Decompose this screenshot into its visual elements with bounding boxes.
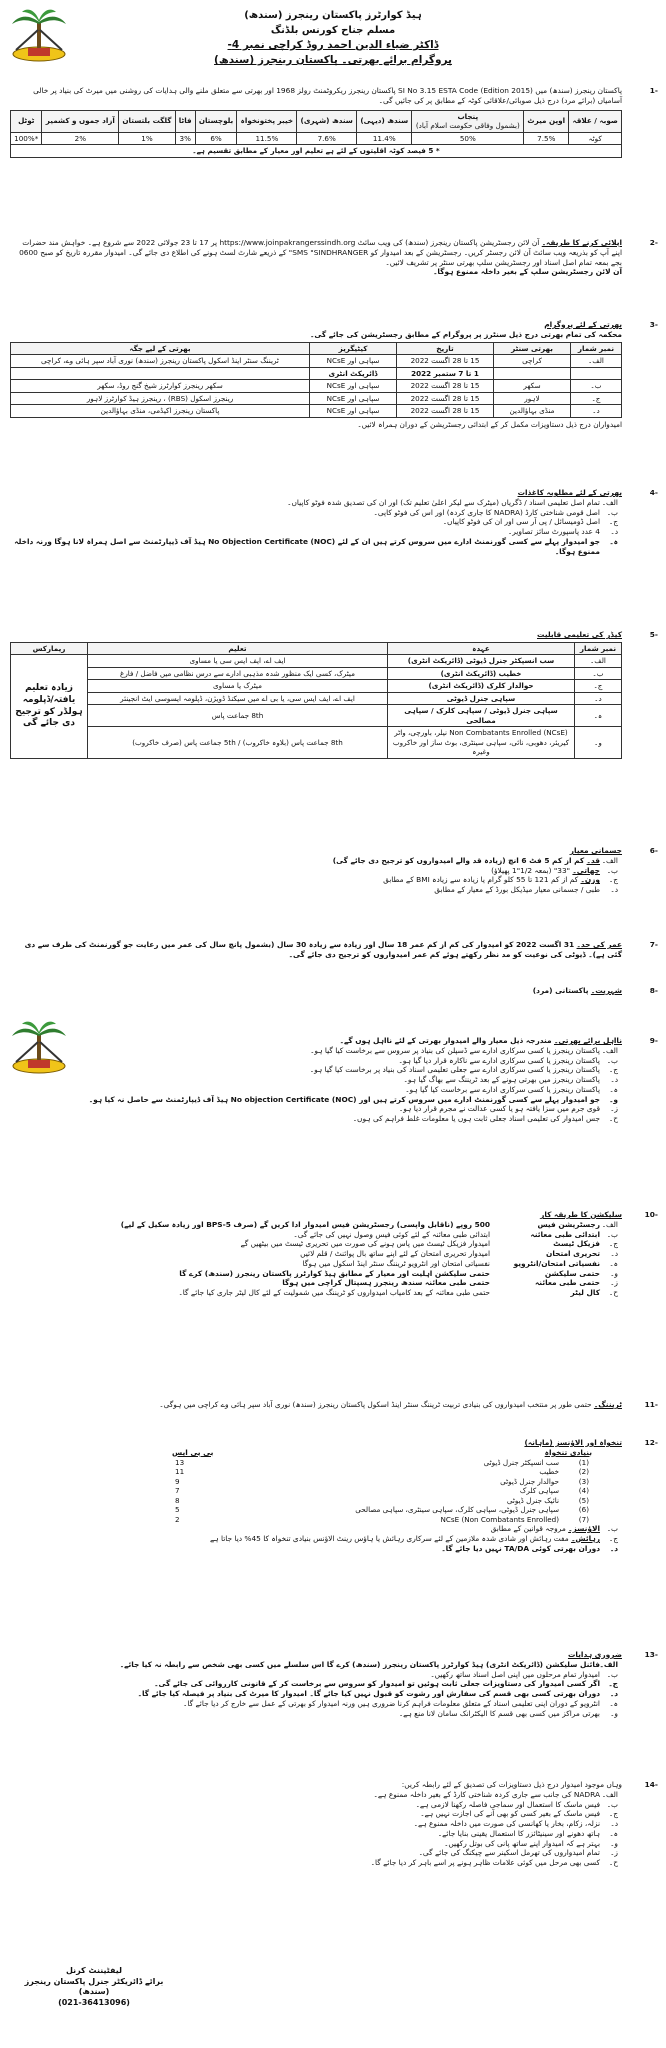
section-6 <box>10 846 656 895</box>
section-8 <box>10 986 656 996</box>
list-item: د۔ دوران بھرتی کوئی TA/DA نہیں دیا جائے گا۔ <box>441 1543 618 1553</box>
cell: ج۔ <box>571 392 622 405</box>
section-2-note: آن لائن رجسٹریشن سلپ کے بغیر داخلہ ممنوع ہوگا۔ <box>433 267 622 277</box>
col-date: تاریخ <box>397 342 494 355</box>
col-punjab-note: (بشمول وفاقی حکومت اسلام آباد) <box>415 121 520 131</box>
section-10-title: سلیکشن کا طریقہ کار <box>540 1210 622 1219</box>
section-2-title: اپلائی کرنے کا طریقہ۔ <box>541 238 622 247</box>
cell: الف۔ <box>575 655 622 668</box>
remarks-cell: زیادہ تعلیم یافتہ/ڈپلومہ ہولڈر کو ترجیح دی جائے گی <box>11 655 88 759</box>
section-11-text: حتمی طور پر منتخب امیدواروں کی بنیادی تربیت ٹریننگ سنٹر اینڈ اسکول پاکستان رینجرز (سندھ) نوری آباد سپر ہائی وے کراچی میں ہوگی۔ <box>159 1400 592 1409</box>
cell: سپاہی جنرل ڈیوٹی <box>388 692 575 705</box>
list-item: و۔ بہتر ہے کہ امیدوار اپنے ساتھ پانی کی بوتل رکھیں۔ <box>444 1838 618 1848</box>
cell: کوٹہ <box>569 132 622 145</box>
header-line-3: ڈاکٹر ضیاء الدین احمد روڈ کراچی نمبر 4- <box>227 39 439 51</box>
cell: 15 تا 28 اگست 2022 <box>397 355 494 368</box>
document-header <box>150 8 516 68</box>
col-post: عہدہ <box>388 642 575 655</box>
list-item: ہ۔ جو امیدوار پہلے سے کسی گورنمنٹ ادارے میں سروس کرتے ہیں ان کے لئے No Objection Certificate (NOC) ہیڈ آف ڈیپارٹمنٹ سے اصل ہمراہ لانا ہوگا ورنہ داخلہ ممنوع ہوگا۔ <box>14 536 618 556</box>
section-number: -13 <box>644 1650 658 1659</box>
table-row <box>11 727 622 759</box>
quota-table <box>10 110 622 158</box>
cell: ہ۔ <box>575 705 622 727</box>
col-fata: فاٹا <box>175 110 195 132</box>
section-3-note: امیدواران درج ذیل دستاویزات مکمل کر کے ابتدائی رجسٹریشن کے دوران ہمراہ لائیں۔ <box>357 419 622 429</box>
table-header-row <box>11 642 622 655</box>
list-item: ب۔ چھاتی۔ "33" (بمعہ 1/2"1 پھیلاؤ) <box>491 865 618 875</box>
table-footnote-row <box>11 145 622 158</box>
col-province: صوبہ / علاقہ <box>569 110 622 132</box>
list-item: ب۔ الاؤنسز۔ مروجہ قوانین کے مطابق <box>490 1524 618 1534</box>
cell: 15 تا 28 اگست 2022 <box>397 392 494 405</box>
section-number: -10 <box>644 1210 658 1219</box>
list-item: الف۔ قد۔ کم از کم 5 فٹ 6 انچ (زیادہ قد والے امیدواروں کو ترجیح دی جائے گی) <box>332 855 618 865</box>
section-number: -3 <box>649 320 658 329</box>
section-4 <box>10 488 656 556</box>
recruitment-centres-table <box>10 342 622 418</box>
cell <box>11 367 310 380</box>
cell: میٹرک یا مساوی <box>88 680 388 693</box>
list-item: ز۔ تمام امیدواروں کی تھرمل اسکینر سے چیکنگ کی جائے گی۔ <box>418 1848 618 1858</box>
table-row <box>11 655 622 668</box>
signature-rank: لیفٹیننٹ کرنل <box>65 1966 123 1975</box>
list-item: د۔ تحریری امتحانامیدوار تحریری امتحان کے لئے اپنے ساتھ بال پوائنٹ / قلم لائیں <box>300 1249 618 1259</box>
cell: 2% <box>42 132 119 145</box>
rangers-emblem-top <box>8 6 70 64</box>
section-number: -12 <box>644 1438 658 1447</box>
section-9-intro: مندرجہ ذیل معیار والے امیدوار بھرتی کے لئے نااہل ہوں گے۔ <box>339 1036 552 1045</box>
section-3-title: بھرتی کے لئے پروگرام <box>544 320 622 329</box>
col-education: تعلیم <box>88 642 388 655</box>
col-kpk: خیبر پختونخواہ <box>237 110 297 132</box>
section-3 <box>10 320 656 429</box>
cell: حوالدار کلرک (ڈائریکٹ انٹری) <box>388 680 575 693</box>
cell: ڈائریکٹ انٹری <box>310 367 397 380</box>
list-item: د۔ دوران بھرتی کسی بھی قسم کی سفارش اور رشوت کو قبول نہیں کیا جائے گا۔ امیدوار کا میرٹ کی بنیاد پر فیصلہ کیا جائے گا۔ <box>137 1689 618 1699</box>
cell: لاہور <box>494 392 571 405</box>
table-row <box>11 705 622 727</box>
section-2-text: آن لائن رجسٹریشن پاکستان رینجرز (سندھ) کی ویب سائٹ https://www.joinpakrangerssindh.org پر 17 تا 23 جولائی 2022 سے شروع ہے۔ خواہش مند حضرات اپنے آپ کو بذریعہ ویب سائٹ آن لائن رجسٹر کریں۔ رجسٹریشن کے بعد امیدوار کو SMS "SINDHRANGER" کے ذریعے شارٹ لسٹ ہونے کی اطلاع دی جائے گی۔ امیدوار مقررہ تاریخ کو صبح 0600 بجے بمعہ تمام اصل اسناد اور رجسٹریشن سلپ بھرتی سنٹر پر تشریف لائیں۔ <box>19 238 622 267</box>
cell: 50% <box>412 132 524 145</box>
section-1 <box>10 86 656 158</box>
table-row <box>11 692 622 705</box>
cell: خطیب (ڈائریکٹ انٹری) <box>388 667 575 680</box>
section-number: -5 <box>649 630 658 639</box>
cell: ب۔ <box>571 380 622 393</box>
section-14 <box>10 1780 656 1868</box>
list-item: ب۔ امیدوار تمام مرحلوں میں اپنی اصل اسناد ساتھ رکھیں۔ <box>430 1669 618 1679</box>
cell: سب انسپکٹر جنرل ڈیوٹی (ڈائریکٹ انٹری) <box>388 655 575 668</box>
cell: سپاہی اور NCsE <box>310 380 397 393</box>
cell: 6% <box>195 132 237 145</box>
section-number: -14 <box>644 1780 658 1789</box>
list-item: ز۔ حتمی طبی معائنہحتمی طبی معائنہ سندھ رینجرز ہسپتال کراچی میں ہوگا <box>282 1278 618 1288</box>
list-item: ہ۔ نفسیاتی امتحان/انٹرویونفسیاتی امتحان اور انٹرویو ٹریننگ سنٹر اینڈ اسکول میں ہوگا <box>302 1258 618 1268</box>
table-row <box>11 667 622 680</box>
cell: ایف اے، ایف ایس سی یا مساوی <box>88 655 388 668</box>
col-serial: نمبر شمار <box>575 642 622 655</box>
pay-col-basic: بنیادی تنخواہ <box>544 1447 592 1457</box>
table-header-row <box>11 342 622 355</box>
cell: Non Combatants Enrolled (NCsE) نیلر، باورچی، واٹر کیریئر، دھوبی، نائی، سپاہی سینٹری، بوٹ ساز اور خاکروب وغیرہ <box>388 727 575 759</box>
col-sindh-rural: سندھ (دیہی) <box>357 110 412 132</box>
section-1-text: پاکستان رینجرز (سندھ) میں SI No 3.15 ESTA Code (Edition 2015) پاکستان رینجرز ریکروٹمنٹ رولز 1968 اور بھرتی سے متعلق ملنے والی ہدایات کی روشنی میں میرٹ کی بنیاد پر خالی آسامیاں (برائے مرد) درج ذیل صوبائی/علاقائی کوٹہ کے مطابق پر کی جائیں گی۔ <box>33 86 622 105</box>
cell: سپاہی جنرل ڈیوٹی / سپاہی کلرک / سپاہی مصالحی <box>388 705 575 727</box>
section-11-title: ٹریننگ۔ <box>593 1400 622 1409</box>
cell: سکھر <box>494 380 571 393</box>
signature-block <box>14 1966 174 2008</box>
list-item: الف۔ فائنل سلیکشن (ڈائریکٹ انٹری) ہیڈ کوارٹرز پاکستان رینجرز (سندھ) کرے گا اس سلسلے میں کسی بھی شخص سے رابطہ نہ کیا جائے۔ <box>119 1659 618 1669</box>
cell: 3% <box>175 132 195 145</box>
table-row <box>11 680 622 693</box>
col-punjab: پنجاب (بشمول وفاقی حکومت اسلام آباد) <box>412 110 524 132</box>
list-item: و۔ جو امیدوار پہلے سے کسی گورنمنٹ ادارے میں سروس کرتے ہیں اور No objection Certificate (NOC) ہیڈ آف ڈیپارٹمنٹ سے حاصل نہ کیا ہو۔ <box>88 1094 618 1104</box>
signature-for: برائے ڈائریکٹر جنرل پاکستان رینجرز (سندھ) <box>24 1976 164 1997</box>
cell: 1 تا 7 ستمبر 2022 <box>397 367 494 380</box>
section-number: -4 <box>649 488 658 497</box>
section-7 <box>10 940 656 960</box>
table-row <box>11 132 622 145</box>
section-5-title: کیڈر کی تعلیمی قابلیت <box>537 630 622 639</box>
table-header-row <box>11 110 622 132</box>
cell: سکھر رینجرز کوارٹرز شیخ گنج روڈ، سکھر <box>11 380 310 393</box>
col-category: کیٹیگریز <box>310 342 397 355</box>
table-row: (7) (Non Combatants Enrolled) NCsE 2 <box>175 1514 589 1524</box>
quota-footnote: * 5 فیصد کوٹہ اقلیتوں کے لئے ہے تعلیم اور معیار کے مطابق تقسیم ہے۔ <box>11 145 622 158</box>
section-12 <box>10 1438 656 1553</box>
list-item: ج۔ وزن۔ کم از کم 121 تا 55 کلو گرام یا زیادہ سے زیادہ BMI کے مطابق <box>383 875 618 885</box>
section-number: -9 <box>649 1036 658 1045</box>
table-row <box>11 380 622 393</box>
list-item: د۔ 4 عدد پاسپورٹ سائز تصاویر۔ <box>507 527 618 537</box>
col-remarks: ریمارکس <box>11 642 88 655</box>
section-12-title: تنخواہ اور الاؤنسز (ماہانہ) <box>524 1438 622 1447</box>
cell <box>494 367 571 380</box>
cell: ب۔ <box>575 667 622 680</box>
list-item: د۔ نزلہ، زکام، بخار یا کھانسی کی صورت میں داخلہ ممنوع ہے۔ <box>413 1819 618 1829</box>
cell <box>571 367 622 380</box>
table-row: (3) حوالدار جنرل ڈیوٹی 9 <box>175 1476 589 1486</box>
header-line-4: پروگرام برائے بھرتی۔ پاکستان رینجرز (سندھ) <box>214 54 452 66</box>
section-7-title: عمر کی حد۔ <box>576 940 622 949</box>
section-8-text: پاکستانی (مرد) <box>532 986 589 995</box>
list-item: ہ۔ ہاتھ دھونے اور سینیٹائزر کا استعمال یقینی بنایا جائے۔ <box>437 1828 618 1838</box>
section-2 <box>10 238 656 277</box>
cell: د۔ <box>571 405 622 418</box>
section-9-title: نااہل برائے بھرتی۔ <box>553 1036 622 1045</box>
list-item: ج۔ فیس ماسک کے بغیر کسی کو بھی آنے کی اجازت نہیں ہے۔ <box>420 1809 618 1819</box>
list-item: الف۔ NADRA کی جانب سے جاری کردہ شناختی کارڈ کے بغیر داخلہ ممنوع ہے۔ <box>373 1789 618 1799</box>
cell: پاکستان رینجرز اکیڈمی، منڈی بہاؤالدین <box>11 405 310 418</box>
cell: د۔ <box>575 692 622 705</box>
cell: 15 تا 28 اگست 2022 <box>397 405 494 418</box>
cell: سپاہی اور NCsE <box>310 392 397 405</box>
cell: 15 تا 28 اگست 2022 <box>397 380 494 393</box>
col-venue: بھرتی کے لیے جگہ <box>11 342 310 355</box>
table-row <box>11 405 622 418</box>
cell: و۔ <box>575 727 622 759</box>
col-total: ٹوٹل <box>11 110 42 132</box>
pay-header <box>172 1448 592 1458</box>
col-ajk: آزاد جموں و کشمیر <box>42 110 119 132</box>
list-item: ج۔ اگر کسی امیدوار کی دستاویزات جعلی ثابت ہوئیں تو امیدوار کو سروس سے برخاست کر کے قانونی کارروائی کی جائے گی۔ <box>154 1679 618 1689</box>
cell: 8th جماعت پاس <box>88 705 388 727</box>
list-item: ب۔ اصل قومی شناختی کارڈ (NADRA کا جاری کردہ) اور اس کی فوٹو کاپی۔ <box>373 507 618 517</box>
cell: ج۔ <box>575 680 622 693</box>
section-number: -2 <box>649 238 658 247</box>
list-item: و۔ بھرتی مراکز میں کسی بھی قسم کا الیکٹرانک سامان لانا منع ہے۔ <box>398 1708 618 1718</box>
col-open-merit: اوپن میرٹ <box>524 110 569 132</box>
section-number: -8 <box>649 986 658 995</box>
cell: منڈی بہاؤالدین <box>494 405 571 418</box>
cell: ٹریننگ سنٹر اینڈ اسکول پاکستان رینجرز (سندھ) نوری آباد سپر ہائی وے، کراچی <box>11 355 310 368</box>
cell: الف۔ <box>571 355 622 368</box>
cell: *100% <box>11 132 42 145</box>
list-item: ز۔ قوی جرم میں سزا یافتہ ہو یا کسی عدالت نے مجرم قرار دیا ہو۔ <box>398 1104 618 1114</box>
table-row: (2) خطیب 11 <box>175 1467 589 1477</box>
table-row <box>11 392 622 405</box>
section-11 <box>10 1400 656 1410</box>
list-item: ب۔ فیس ماسک کا استعمال اور سماجی فاصلہ رکھنا لازمی ہے۔ <box>415 1799 618 1809</box>
col-balochistan: بلوچستان <box>195 110 237 132</box>
section-6-title: جسمانی معیار <box>569 846 622 855</box>
header-line-2: مسلم جناح کورنس بلڈنگ <box>270 25 396 36</box>
section-5 <box>10 630 656 759</box>
cell: سپاہی اور NCsE <box>310 355 397 368</box>
list-item: الف۔ پاکستان رینجرز یا کسی سرکاری ادارے سے ڈسپلن کی بنیاد پر سروس سے برخاست کیا گیا ہو۔ <box>310 1045 618 1055</box>
list-item: د۔ طبی / جسمانی معیار میڈیکل بورڈ کے معیار کے مطابق <box>434 885 618 895</box>
list-item: ج۔ پاکستان رینجرز یا کسی سرکاری ادارے سے جعلی تعلیمی اسناد کی بنیاد پر برخاست کیا گیا ہو۔ <box>309 1065 618 1075</box>
col-sindh-urban: سندھ (شہری) <box>297 110 357 132</box>
cell: 7.6% <box>297 132 357 145</box>
section-3-intro: محکمہ کی تمام بھرتی درج ذیل سنٹرز پر پروگرام کے مطابق رجسٹریشن کی جائے گی۔ <box>310 329 622 339</box>
list-item: ہ۔ انٹرویو کے دوران اپنی تعلیمی اسناد کے متعلق معلومات فراہم کرنا ضروری ہیں ورنہ امیدوار کو بھرتی کے عمل سے خارج کر دیا جائے گا۔ <box>183 1698 618 1708</box>
cell: سپاہی اور NCsE <box>310 405 397 418</box>
cell: 7.5% <box>524 132 569 145</box>
cell: میٹرک، کسی ایک منظور شدہ مذہبی ادارے سے درس نظامی میں فاضل / فارغ <box>88 667 388 680</box>
list-item: ج۔ فزیکل ٹیسٹامیدوار فزیکل ٹیسٹ میں پاس ہونے کی صورت میں تحریری ٹیسٹ میں بیٹھیں گے <box>240 1239 618 1249</box>
section-14-intro: وہاں موجود امیدوار درج ذیل دستاویزات کی تصدیق کے لئے رابطہ کریں: <box>401 1780 622 1789</box>
table-row: (6) سپاہی جنرل ڈیوٹی، سپاہی کلرک، سپاہی سینٹری، سپاہی مصالحی 5 <box>175 1505 589 1515</box>
cell: کراچی <box>494 355 571 368</box>
section-9 <box>10 1036 656 1124</box>
section-number: -11 <box>644 1400 658 1409</box>
qualification-table <box>10 642 622 759</box>
table-row <box>11 355 622 368</box>
list-item: ج۔ اصل ڈومیسائل / پی آر سی اور ان کی فوٹو کاپیاں۔ <box>442 517 618 527</box>
cell: 1% <box>119 132 176 145</box>
list-item: ہ۔ پاکستان رینجرز یا کسی سرکاری ادارے سے برخاست کیا گیا ہو۔ <box>405 1084 618 1094</box>
section-7-text: 31 اگست 2022 کو امیدوار کی کم از کم عمر 18 سال اور زیادہ سے زیادہ 30 سال (بشمول پانچ سال کی عمر میں رعایت جو گورنمنٹ کی طرف سے دی گئی ہے)۔ ڈیوٹی کی نوعیت کو مد نظر رکھتے ہوئے کم عمر امیدواروں کو ترجیح دی جائے گی۔ <box>24 940 622 959</box>
section-8-title: شہریت۔ <box>590 986 622 995</box>
pay-table <box>172 1458 592 1525</box>
list-item: الف۔ رجسٹریشن فیس500 روپے (ناقابل واپسی) رجسٹریشن فیس امیدوار ادا کریں گے (صرف BPS-5 اور زیادہ سکیل کے لیے) <box>120 1219 618 1229</box>
list-item: ح۔ کسی بھی مرحل میں کوئی علامات ظاہر ہونے پر اسے باہر کر دیا جائے گا۔ <box>370 1858 618 1868</box>
pay-col-bps: بی پی ایس <box>172 1447 214 1457</box>
section-number: -6 <box>649 846 658 855</box>
table-row: (1) سب انسپکٹر جنرل ڈیوٹی 13 <box>175 1457 589 1467</box>
signature-phone: (021-36413096) <box>58 1997 130 2007</box>
cell: رینجرز اسکول (RBS) ، رینجرز ہیڈ کوارٹرز لاہور <box>11 392 310 405</box>
cell: 11.5% <box>237 132 297 145</box>
section-13-title: ضروری ہدایات <box>567 1650 622 1659</box>
cell: 8th جماعت پاس (بلاوہ خاکروب) / 5th جماعت پاس (صرف خاکروب) <box>88 727 388 759</box>
section-4-title: بھرتی کے لئے مطلوبہ کاغذات <box>517 488 622 497</box>
section-number: -7 <box>649 940 658 949</box>
list-item: ب۔ پاکستان رینجرز یا کسی سرکاری ادارے سے ناکارہ قرار دیا گیا ہو۔ <box>398 1055 618 1065</box>
section-13 <box>10 1650 656 1718</box>
col-gb: گلگت بلتستان <box>119 110 176 132</box>
table-row: (5) نائیک جنرل ڈیوٹی 8 <box>175 1495 589 1505</box>
table-row <box>11 367 622 380</box>
list-item: د۔ پاکستان رینجرز میں بھرتی ہونے کے بعد ٹریننگ سے بھاگ گیا ہو۔ <box>403 1075 618 1085</box>
table-row: (4) سپاہی کلرک 7 <box>175 1486 589 1496</box>
list-item: ج۔ رہائش۔ مفت رہائش اور شادی شدہ ملازمین کے لئے سرکاری رہائش یا ہاؤس رینٹ الاؤنس بنیادی تنخواہ کا 45% دیا جاتا ہے <box>209 1533 618 1543</box>
list-item: الف۔ تمام اصل تعلیمی اسناد / ڈگریاں (میٹرک سے لیکر اعلیٰ تعلیم تک) اور ان کی تصدیق شدہ فوٹو کاپیاں۔ <box>287 497 618 507</box>
list-item: ح۔ کال لیٹرحتمی طبی معائنہ کے بعد کامیاب امیدواروں کو ٹریننگ میں شمولیت کے لئے کال لیٹر جاری کیا جائے گا۔ <box>178 1288 618 1298</box>
list-item: و۔ حتمی سلیکشنحتمی سلیکشن اہلیت اور معیار کے مطابق ہیڈ کوارٹرز پاکستان رینجرز (سندھ) کرے گا <box>179 1268 618 1278</box>
list-item: ح۔ جس امیدوار کی تعلیمی اسناد جعلی ثابت ہوں یا معلومات غلط فراہم کی ہوں۔ <box>352 1114 618 1124</box>
section-10 <box>10 1210 656 1298</box>
col-centre: بھرتی سنٹر <box>494 342 571 355</box>
cell: ایف اے، ایف ایس سی، یا بی اے میں سیکنڈ ڈویژن، ڈپلومہ ایسوسی ایٹ انجینئر <box>88 692 388 705</box>
col-serial: نمبر شمار <box>571 342 622 355</box>
list-item: ب۔ ابتدائی طبی معائنہابتدائی طبی معائنہ کے لئے کوئی فیس وصول نہیں کی جائے گی۔ <box>293 1229 618 1239</box>
section-number: -1 <box>649 86 658 95</box>
cell: 11.4% <box>357 132 412 145</box>
header-line-1: ہیڈ کوارٹرز پاکستان رینجرز (سندھ) <box>244 10 422 21</box>
